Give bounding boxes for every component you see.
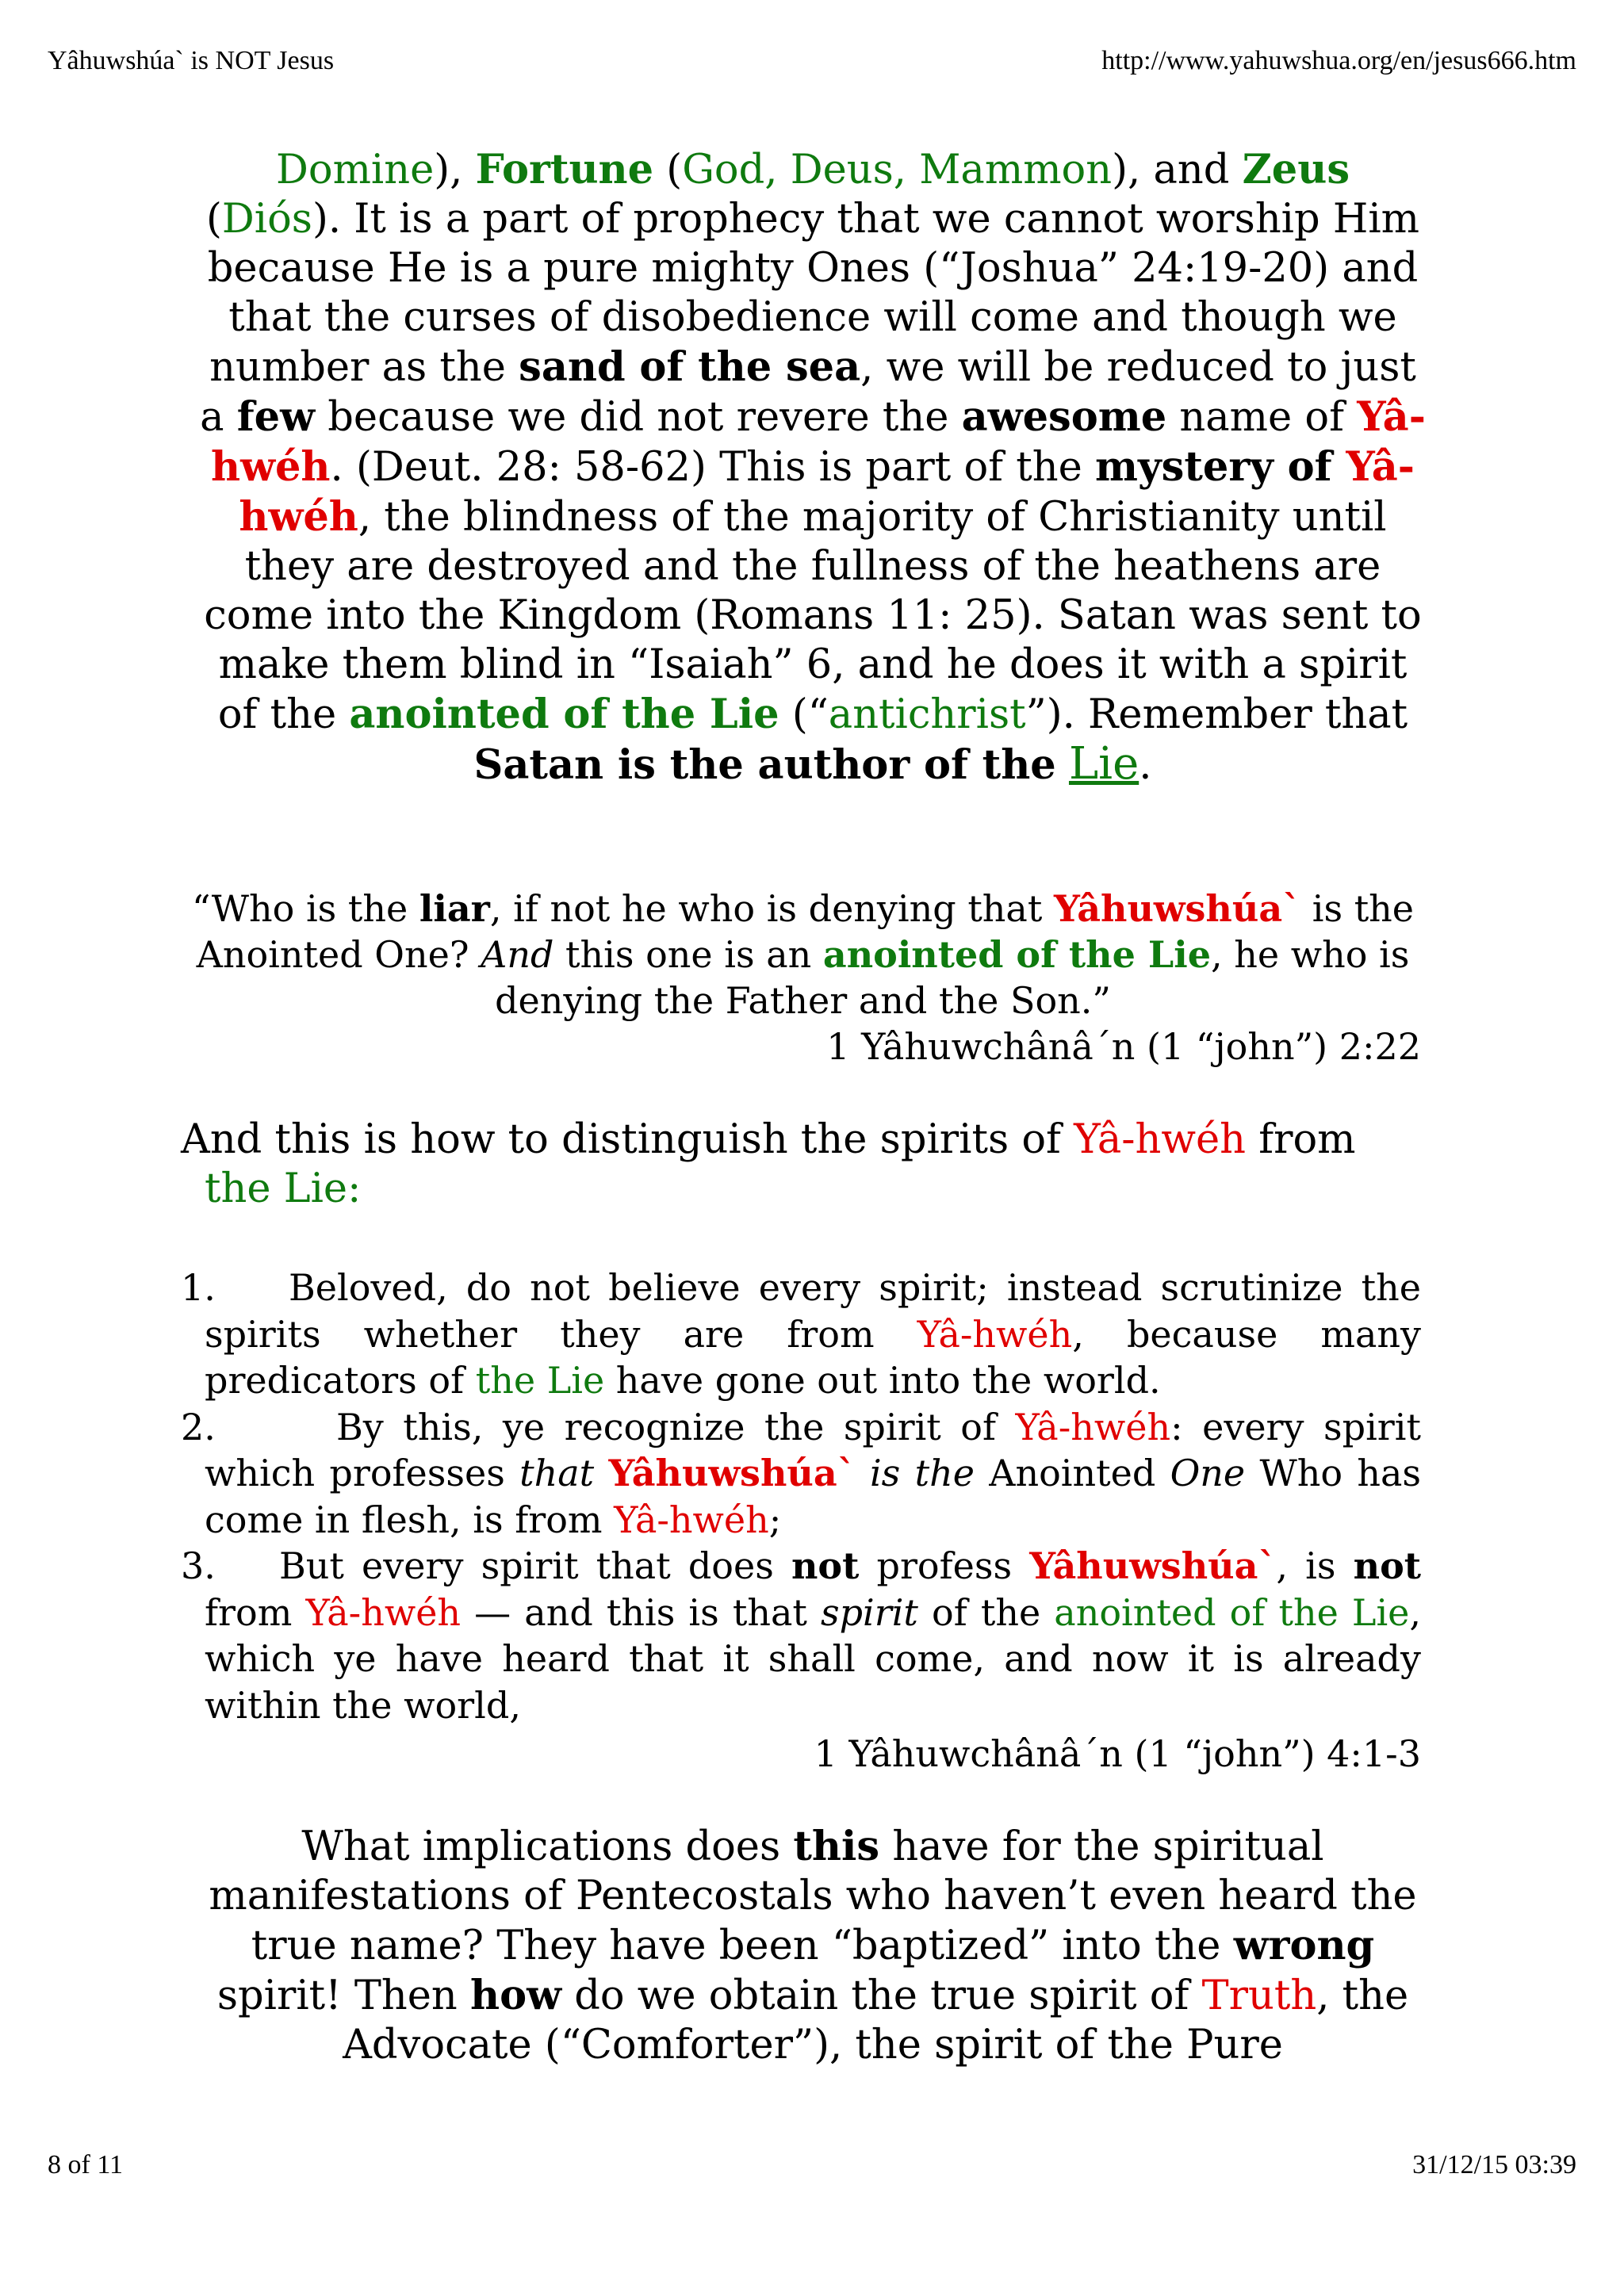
text-yahweh: Yâ-hwéh (239, 443, 1415, 541)
text-god-deus-mammon: God, Deus, Mammon (682, 147, 1113, 193)
list-item: 1. Beloved, do not believe every spirit; instead scrutinize the spirits whether they are from Yâ-hwéh, because many predicators of the Lie have gone out into the world. (181, 1266, 1421, 1402)
text-truth: Truth (1201, 1973, 1317, 2019)
text-yahuwshua: Yâhuwshúa` (1053, 887, 1301, 930)
text-anointed-of-the-lie: anointed of the Lie (1054, 1590, 1410, 1634)
text-wrong: wrong (1233, 1922, 1375, 1969)
list-number: 1. (181, 1266, 216, 1309)
scripture-list (181, 1265, 1421, 1728)
text-domine: Domine (275, 147, 435, 193)
text-yahweh: Yâ-hwéh (917, 1312, 1073, 1356)
text-fortune: Fortune (475, 146, 654, 193)
list-number: 2. (181, 1405, 216, 1448)
text-yahweh: Yâ-hwéh (211, 393, 1426, 491)
text-yahweh: Yâ-hwéh (305, 1590, 462, 1634)
text-mystery-of: mystery of (1095, 443, 1346, 491)
page-header-title: Yâhuwshúa` is NOT Jesus (48, 46, 335, 75)
text-few: few (236, 393, 316, 441)
list-number: 3. (181, 1544, 216, 1587)
list-reference: 1 Yâhuwchânâ´n (1 “john”) 4:1-3 (814, 1732, 1421, 1775)
page-header-url[interactable]: http://www.yahuwshua.org/en/jesus666.htm (1101, 46, 1576, 75)
text-liar: liar (419, 887, 490, 930)
quote-1john-2-22: “Who is the liar, if not he who is denying that Yâhuwshúa` is the Anointed One? And this one is an anointed of the Lie, he who is denying the Father and the Son.” (191, 887, 1415, 1022)
page-number: 8 of 11 (48, 2150, 124, 2179)
text-the-lie: the Lie (475, 1359, 605, 1402)
text-yahuwshua: Yâhuwshúa` (1029, 1544, 1277, 1587)
quote-reference: 1 Yâhuwchânâ´n (1 “john”) 2:22 (826, 1025, 1421, 1068)
paragraph-prophecy: Domine), Fortune (God, Deus, Mammon), and Zeus (Diós). It is a part of prophecy that we cannot worship Him because He is a pure mighty Ones (“Joshua” 24:19-20) and that the curses of disobedience will come and though we number as the sand of the sea, we will be reduced to just a few because we did not revere the awesome name of Yâ-hwéh. (Deut. 28: 58-62) This is part of the mystery of Yâ-hwéh, the blindness of the majority of Christianity until they are destroyed and the fullness of the heathens are come into the Kingdom (Romans 11: 25). Satan was sent to make them blind in “Isaiah” 6, and he does it with a spirit of the anointed of the Lie (“antichrist”). Remember that Satan is the author of the Lie. (200, 146, 1426, 790)
text-the-lie: the Lie: (205, 1165, 362, 1212)
list-item: 2. By this, ye recognize the spirit of Yâ-hwéh: every spirit which professes that Yâhuwshúa` is the Anointed One Who has come in flesh, is from Yâ-hwéh; (181, 1405, 1422, 1541)
text-sand-of-the-sea: sand of the sea (519, 343, 861, 391)
text-antichrist: antichrist (828, 691, 1026, 738)
list-item: 3. But every spirit that does not profess Yâhuwshúa`, is not from Yâ-hwéh — and this is that spirit of the anointed of the Lie, which ye have heard that it shall come, and now it is already within the world, (181, 1544, 1422, 1727)
text-how: how (469, 1972, 561, 2019)
text-yahweh: Yâ-hwéh (614, 1498, 769, 1541)
print-datetime: 31/12/15 03:39 (1412, 2150, 1576, 2179)
text-anointed-of-the-lie: anointed of the Lie (822, 933, 1211, 976)
text-dios: Diós (221, 196, 312, 243)
text-yahuwshua: Yâhuwshúa` (608, 1452, 856, 1494)
text-yahweh: Yâ-hwéh (1074, 1116, 1247, 1163)
text-awesome: awesome (961, 393, 1167, 441)
text-yahweh: Yâ-hwéh (1015, 1405, 1171, 1448)
text-anointed-of-the-lie: anointed of the Lie (349, 691, 779, 738)
text-satan-author: Satan is the author of the (473, 741, 1056, 789)
text-zeus: Zeus (1242, 146, 1350, 193)
paragraph-distinguish-spirits: And this is how to distinguish the spirits of Yâ-hwéh from the Lie: (181, 1116, 1356, 1212)
paragraph-implications: What implications does this have for the spiritual manifestations of Pentecostals who haven’t even heard the true name? They have been “baptized” into the wrong spirit! Then how do we obtain the true spirit of Truth, the Advocate (“Comforter”), the spirit of the Pure (209, 1823, 1417, 2068)
link-lie[interactable]: Lie (1068, 738, 1139, 790)
